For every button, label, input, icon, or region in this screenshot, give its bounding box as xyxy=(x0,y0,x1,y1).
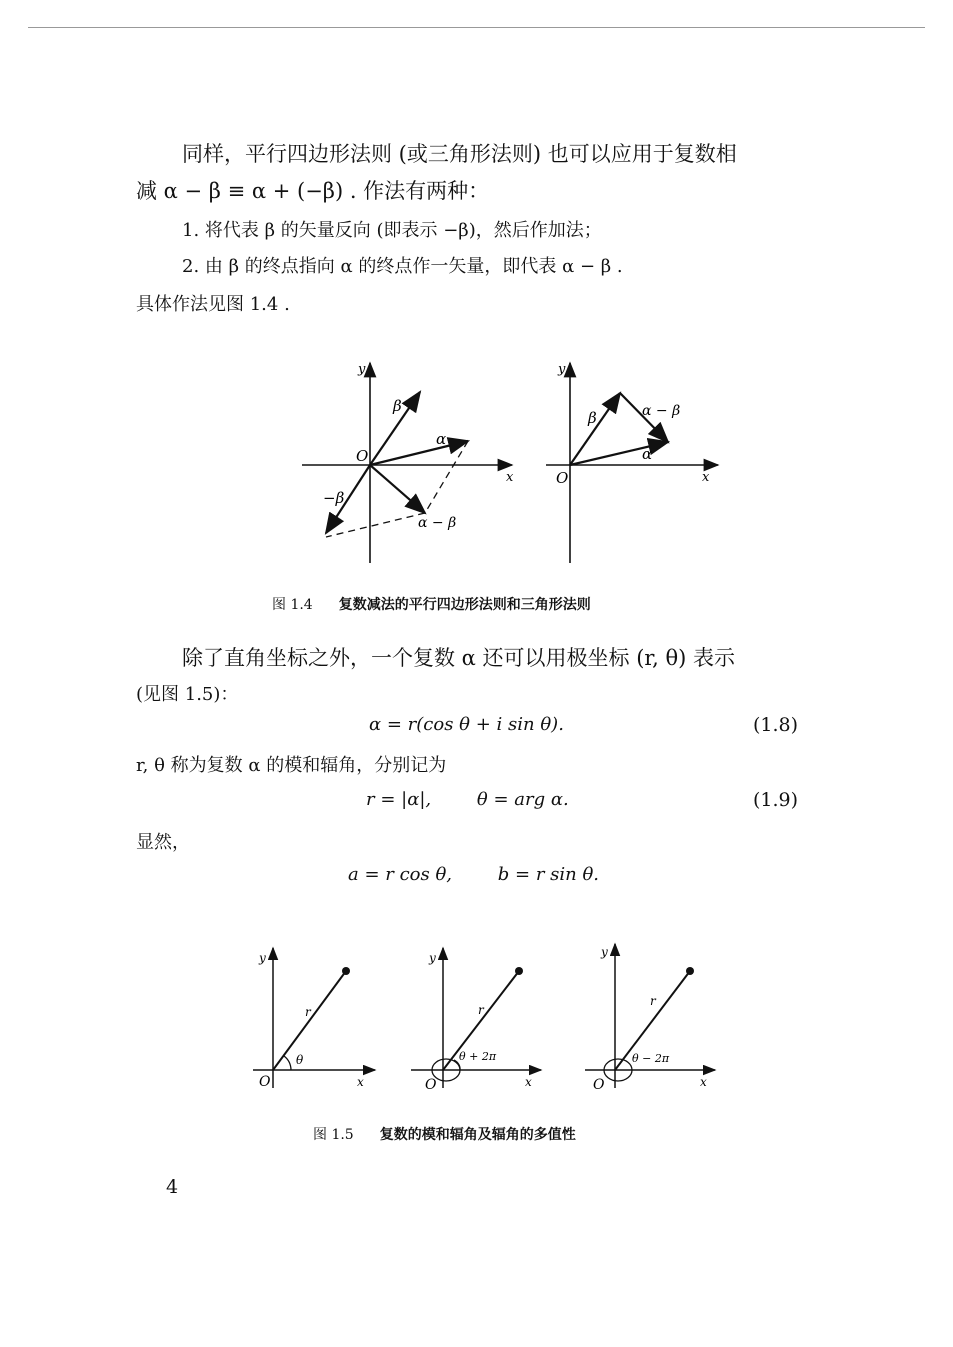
label-alpha-minus-beta: α − β xyxy=(642,403,681,419)
label-alpha: α xyxy=(642,445,653,463)
para2-line2: (见图 1.5)： xyxy=(136,684,239,705)
label-alpha: α xyxy=(436,430,447,448)
label-x: x xyxy=(700,1075,707,1089)
list-item-1: 1. 将代表 β 的矢量反向 (即表示 −β)，然后作加法； xyxy=(182,220,602,241)
label-y: y xyxy=(429,951,436,965)
equation-a-b: a = r cos θ, b = r sin θ. xyxy=(348,864,600,885)
equation-1-8-number: (1.8) xyxy=(753,714,799,736)
label-y: y xyxy=(358,362,366,377)
fig14-left-diagram xyxy=(302,362,514,563)
label-origin: O xyxy=(356,447,369,465)
label-y: y xyxy=(259,951,266,965)
vector-alpha-minus-beta xyxy=(370,465,425,513)
para2-line1: 除了直角坐标之外，一个复数 α 还可以用极坐标 (r, θ) 表示 xyxy=(182,646,735,670)
dashed-side-1 xyxy=(425,441,468,513)
label-x: x xyxy=(357,1075,364,1089)
label-angle: θ + 2π xyxy=(459,1050,497,1063)
point-alpha xyxy=(515,967,523,975)
label-r: r xyxy=(305,1005,311,1019)
label-y: y xyxy=(558,362,566,377)
equation-1-9-number: (1.9) xyxy=(753,789,799,811)
label-x: x xyxy=(525,1075,532,1089)
para4: 显然， xyxy=(136,832,190,853)
figure-1-5-caption xyxy=(313,1124,576,1144)
dashed-side-2 xyxy=(326,513,425,537)
equation-1-9: r = |α|, θ = arg α. xyxy=(366,789,569,810)
label-angle: θ xyxy=(296,1053,304,1067)
label-origin: O xyxy=(259,1074,271,1090)
list-item-2: 2. 由 β 的终点指向 α 的终点作一矢量，即代表 α − β . xyxy=(182,256,623,277)
figure-1-4 xyxy=(290,355,730,575)
caption-number: 图 1.4 xyxy=(272,597,313,613)
fig15-panel-1 xyxy=(253,948,375,1090)
fig15-panel-2 xyxy=(411,948,541,1093)
point-alpha xyxy=(686,967,694,975)
equation-1-8: α = r(cos θ + i sin θ). xyxy=(369,714,564,735)
caption-text: 复数减法的平行四边形法则和三角形法则 xyxy=(338,597,591,613)
caption-text: 复数的模和辐角及辐角的多值性 xyxy=(379,1127,576,1143)
label-beta: β xyxy=(588,409,597,427)
label-y: y xyxy=(601,945,608,959)
label-origin: O xyxy=(425,1077,437,1093)
label-alpha-minus-beta: α − β xyxy=(418,515,457,531)
para3: r, θ 称为复数 α 的模和辐角，分别记为 xyxy=(136,755,447,776)
figure-1-4-caption xyxy=(272,594,591,614)
label-origin: O xyxy=(593,1077,605,1093)
label-r: r xyxy=(650,994,656,1008)
caption-number: 图 1.5 xyxy=(313,1127,354,1143)
label-x: x xyxy=(506,470,514,485)
page-number: 4 xyxy=(166,1176,179,1198)
fig14-right-diagram xyxy=(546,362,718,563)
label-r: r xyxy=(478,1003,484,1017)
para1-line2: 减 α − β ≡ α + (−β) . 作法有两种： xyxy=(136,179,490,203)
figure-1-5 xyxy=(245,938,725,1098)
label-origin: O xyxy=(556,469,569,487)
point-alpha xyxy=(342,967,350,975)
para1-line1: 同样，平行四边形法则 (或三角形法则) 也可以应用于复数相 xyxy=(182,142,737,166)
label-angle: θ − 2π xyxy=(632,1052,670,1065)
radius-line xyxy=(273,971,346,1070)
label-x: x xyxy=(702,470,710,485)
fig15-panel-3 xyxy=(585,944,715,1093)
label-beta: β xyxy=(393,397,402,415)
label-neg-beta: −β xyxy=(323,489,345,507)
para1-line5: 具体作法见图 1.4 . xyxy=(136,294,290,315)
angle-arc xyxy=(284,1056,291,1070)
header-rule xyxy=(28,27,925,28)
